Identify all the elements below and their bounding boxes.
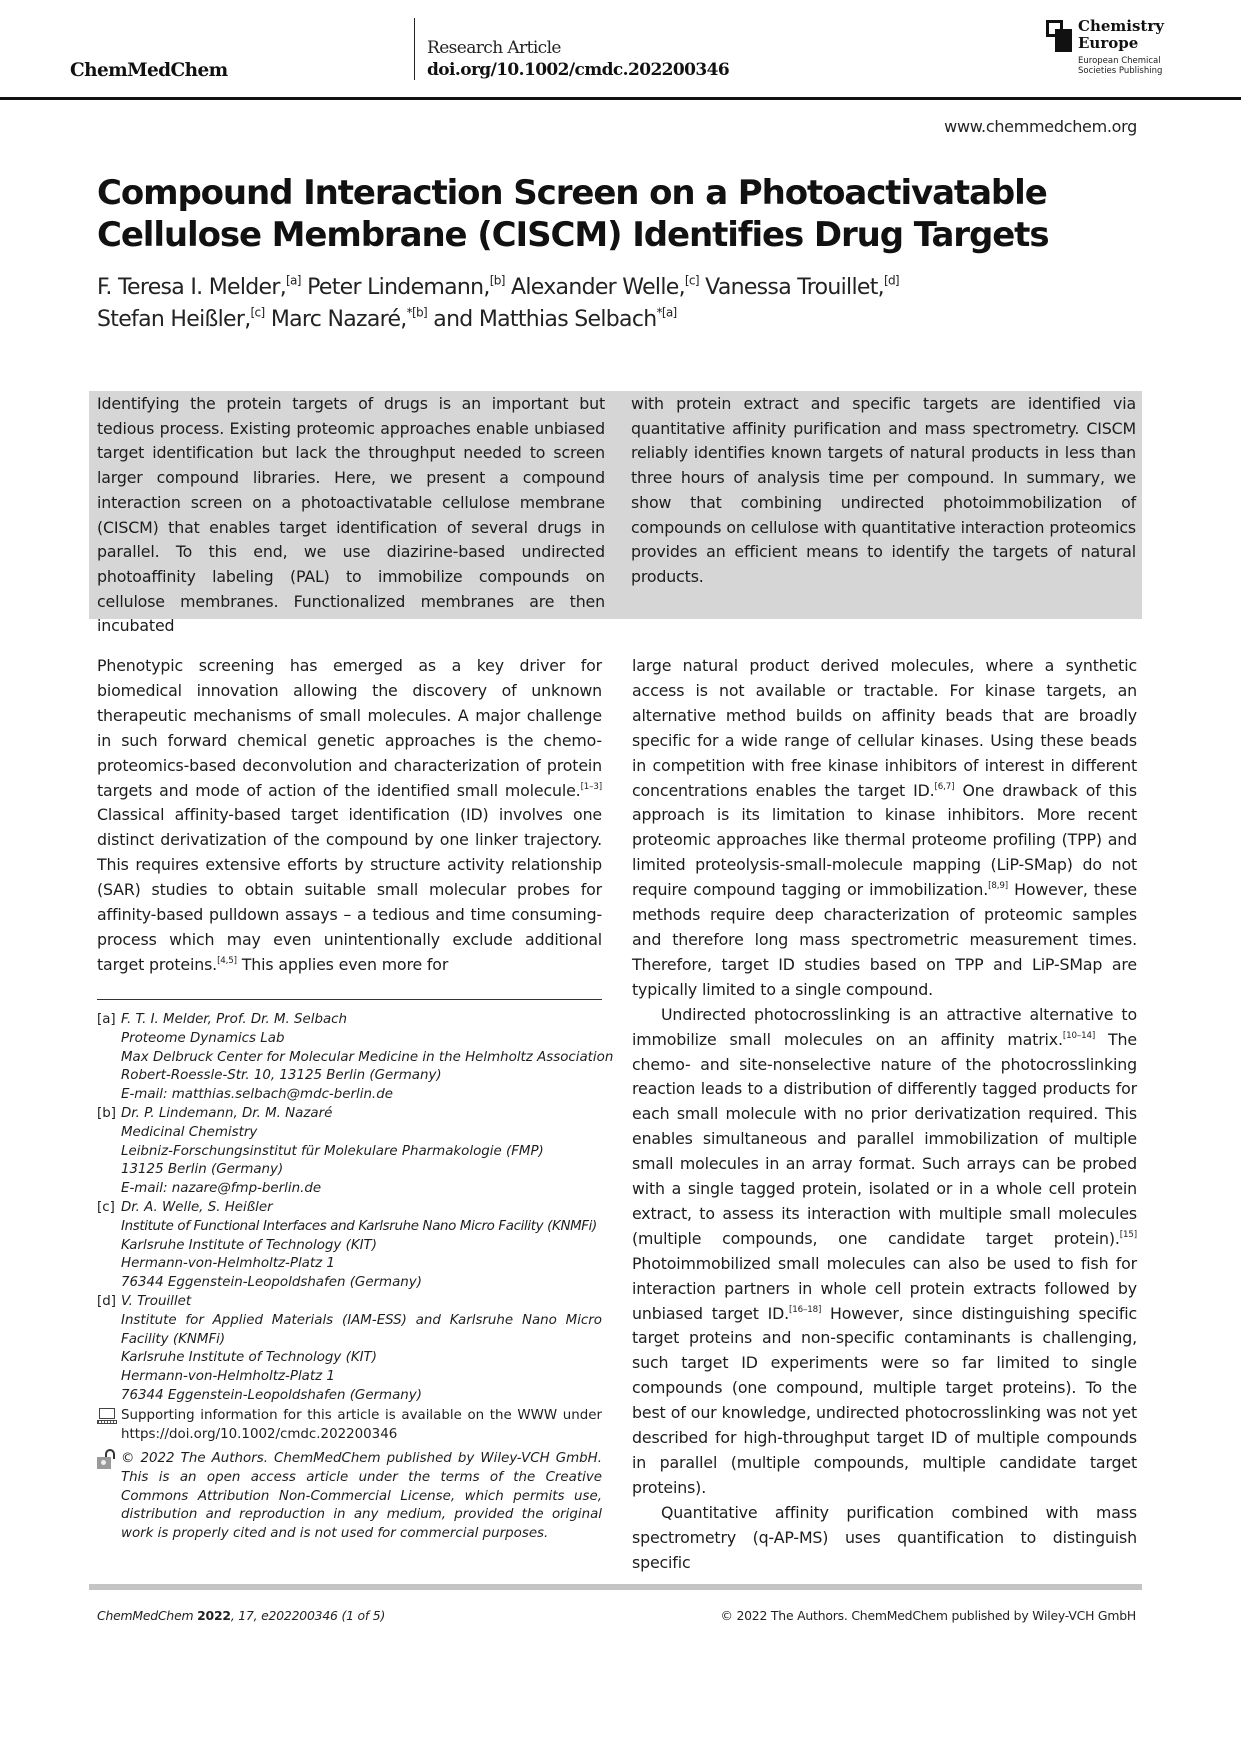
- article-doi-link[interactable]: doi.org/10.1002/cmdc.202200346: [427, 60, 730, 80]
- affiliation-c: [c] Dr. A. Welle, S. Heißler Institute of Functional Interfaces and Karlsruhe Nano Micro Facility (KNMFi) Karlsruhe Institute of Technology (KIT) Hermann-von-Helmholtz-Platz 1 76344 Eggenstein-Leopoldshafen (Germany): [97, 1199, 597, 1291]
- abstract-left-column: Identifying the protein targets of drugs is an important but tedious process. Existing proteomic approaches enable unbiased target identification but lack the throughput needed to screen larger compound libraries. Here, we present a compound interaction screen on a photoactivatable cellulose membrane (CISCM) that enables target identification of several drugs in parallel. To this end, we use diazirine-based undirected photoaffinity labeling (PAL) to immobilize compounds on cellulose membranes. Functionalized membranes are then incubated: [97, 394, 605, 636]
- supporting-info-note: [97, 1407, 602, 1445]
- author-affiliation: [b]: [489, 273, 505, 288]
- title-line-1: Compound Interaction Screen on a Photoactivatable: [97, 173, 1047, 213]
- author-affiliation: [c]: [684, 273, 699, 288]
- author: and Matthias Selbach$^{*[a]}$: [433, 305, 677, 332]
- affiliation-tag: [c]: [97, 1199, 115, 1215]
- citation-link[interactable]: [1–3]: [580, 781, 602, 792]
- body-right-column: [632, 654, 1137, 1576]
- citation-link[interactable]: [16–18]: [789, 1304, 822, 1315]
- footer-bar: [89, 1584, 1142, 1590]
- article-title: [97, 172, 1097, 256]
- abstract-box: [89, 391, 1142, 636]
- supporting-info-link[interactable]: Supporting information for this article is available on the WWW under https://doi.org/10.1002/cmdc.202200346: [121, 1408, 602, 1442]
- author: Alexander Welle,[c]: [511, 273, 699, 300]
- author-affiliation: [d]: [883, 273, 899, 288]
- affiliation-tag: [d]: [97, 1293, 116, 1309]
- logo-subtitle-2: Societies Publishing: [1078, 66, 1163, 76]
- license-text: © 2022 The Authors. ChemMedChem published by Wiley-VCH GmbH. This is an open access article under the terms of the Creative Commons Attribution Non-Commercial License, which permits use, distribution and reproduction in any medium, provided the original work is properly cited and is not used for commercial purposes.: [121, 1451, 602, 1542]
- citation-link[interactable]: [15]: [1119, 1229, 1137, 1240]
- affiliations: [97, 1011, 614, 1406]
- footnote-rule: [97, 999, 602, 1000]
- body-paragraph: Quantitative affinity purification combined with mass spectrometry (q-AP-MS) uses quantification to distinguish specific: [632, 1502, 1137, 1572]
- body-left-column: [97, 654, 602, 978]
- article-type: Research Article: [427, 38, 561, 58]
- open-lock-icon: [97, 1451, 117, 1469]
- author-affiliation: [a]: [286, 273, 301, 288]
- chemistry-europe-logo[interactable]: [1046, 18, 1196, 82]
- citation-link[interactable]: [6,7]: [934, 781, 955, 792]
- title-line-2: Cellulose Membrane (CISCM) Identifies Drug Targets: [97, 215, 1049, 255]
- citation-link[interactable]: [8,9]: [988, 881, 1009, 892]
- affiliation-b: [b] Dr. P. Lindemann, Dr. M. Nazaré Medicinal Chemistry Leibniz-Forschungsinstitut für Molekulare Pharmakologie (FMP) 13125 Berlin (Germany) E-mail: nazare@fmp-berlin.de: [97, 1105, 602, 1199]
- author-affiliation: *[a]: [656, 305, 677, 320]
- footer-copyright: © 2022 The Authors. ChemMedChem published by Wiley-VCH GmbH: [720, 1608, 1136, 1623]
- body-paragraph: large natural product derived molecules, where a synthetic access is not available or tractable. For kinase targets, an alternative method builds on affinity beads that are broadly specific for a wide range of cellular kinases. Using these beads in competition with free kinase inhibitors of interest in different concentrations enables the target ID.[6,7] One drawback of this approach is its limitation to kinase inhibitors. More recent proteomic approaches like thermal proteome profiling (TPP) and limited proteolysis-small-molecule mapping (LiP-SMap) do not require compound tagging or immobilization.[8,9] However, these methods require deep characterization of proteomic samples and therefore long mass spectrometric measurement times. Therefore, target ID studies based on TPP and LiP-SMap are typically limited to a single compound.: [632, 656, 1137, 999]
- logo-subtitle-1: European Chemical: [1078, 56, 1161, 66]
- abstract-right-column: with protein extract and specific targets are identified via quantitative affinity purification and mass spectrometry. CISCM reliably identifies known targets of natural products in less than three hours of analysis time per compound. In summary, we show that combining undirected photoimmobilization of compounds on cellulose with quantitative interaction proteomics provides an efficient means to identify the targets of natural products.: [631, 394, 1136, 586]
- email-link[interactable]: E-mail: matthias.selbach@mdc-berlin.de: [121, 1087, 393, 1103]
- header-divider: [414, 18, 415, 80]
- header-rule: [0, 97, 1241, 100]
- affiliation-tag: [b]: [97, 1105, 116, 1121]
- journal-name: ChemMedChem: [70, 60, 228, 81]
- author: Vanessa Trouillet,[d]: [705, 273, 899, 300]
- footer-citation: ChemMedChem 2022, 17, e202200346 (1 of 5): [97, 1608, 386, 1623]
- citation-link[interactable]: [10–14]: [1062, 1030, 1096, 1041]
- affiliation-tag: [a]: [97, 1012, 116, 1027]
- logo-line-1: Chemistry: [1078, 17, 1164, 35]
- author-affiliation: *[b]: [406, 305, 427, 320]
- citation-link[interactable]: [4,5]: [217, 955, 237, 966]
- journal-website-link[interactable]: www.chemmedchem.org: [944, 117, 1137, 136]
- affiliation-d: [d] V. Trouillet Institute for Applied Materials (IAM-ESS) and Karlsruhe Nano Micro Facility (KNMFi) Karlsruhe Institute of Technology (KIT) Hermann-von-Helmholtz-Platz 1 76344 Eggenstein-Leopoldshafen (Germany): [97, 1293, 602, 1403]
- affiliation-a: [a] F. T. I. Melder, Prof. Dr. M. Selbach Proteome Dynamics Lab Max Delbruck Center for Molecular Medicine in the Helmholtz Association Robert-Roessle-Str. 10, 13125 Berlin (Germany) E-mail: matthias.selbach@mdc-berlin.de: [97, 1011, 602, 1105]
- body-paragraph: Phenotypic screening has emerged as a key driver for biomedical innovation allowing the discovery of unknown therapeutic mechanisms of small molecules. A major challenge in such forward chemical genetic approaches is the chemo-proteomics-based deconvolution and characterization of protein targets and mode of action of the identified small molecule.[1–3] Classical affinity-based target identification (ID) involves one distinct derivatization of the compound by one linker trajectory. This requires extensive efforts by structure activity relationship (SAR) studies to obtain suitable small molecular probes for affinity-based pulldown assays – a tedious and time consuming-process which may even unintentionally exclude additional target proteins.[4,5] This applies even more for: [97, 656, 602, 974]
- chemistry-europe-logo-icon: [1046, 20, 1072, 52]
- laptop-icon: [97, 1408, 117, 1426]
- author: F. Teresa I. Melder,[a]: [97, 273, 301, 300]
- open-access-note: [97, 1450, 602, 1544]
- author: Peter Lindemann,[b]: [307, 273, 505, 300]
- logo-line-2: Europe: [1078, 34, 1139, 52]
- author-list: [97, 272, 1097, 336]
- body-paragraph: Undirected photocrosslinking is an attractive alternative to immobilize small molecules on an affinity matrix.[10–14] The chemo- and site-nonselective nature of the photocrosslinking reaction leads to a distribution of differently tagged products for each small molecule with no prior derivatization required. This enables simultaneous and parallel immobilization of multiple small molecules in an array format. Such arrays can be probed with a single tagged protein, isolated or in a whole cell protein extract, to assess its interaction with multiple small molecules (multiple compounds, one candidate target protein).[15] Photoimmobilized small molecules can also be used to fish for interaction partners in whole cell protein extracts followed by unbiased target ID.[16–18] However, since distinguishing specific target proteins and non-specific contaminants is challenging, such target ID experiments were so far limited to single compounds (one compound, multiple target proteins). To the best of our knowledge, undirected photocrosslinking was not yet described for high-throughput target ID of multiple compounds in parallel (multiple compounds, multiple candidate target proteins).: [632, 1004, 1137, 1497]
- email-link[interactable]: E-mail: nazare@fmp-berlin.de: [121, 1181, 322, 1197]
- author: Marc Nazaré,$^{*[b]}$: [270, 305, 427, 332]
- author-affiliation: [c]: [250, 305, 265, 320]
- author: Stefan Heißler,[c]: [97, 305, 265, 332]
